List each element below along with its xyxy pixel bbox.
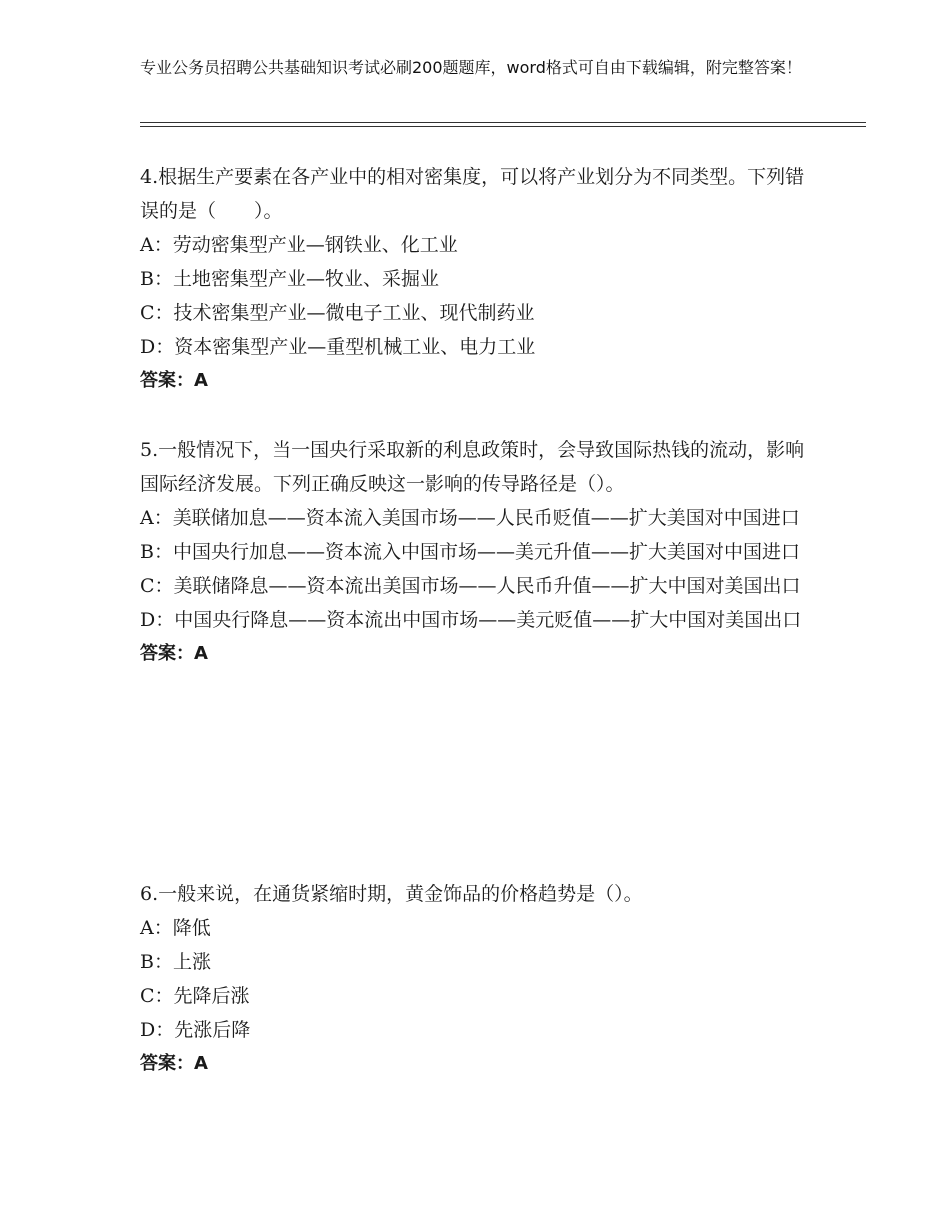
option-c: C：技术密集型产业—微电子工业、现代制药业 (140, 302, 535, 324)
option-d: D：先涨后降 (140, 1019, 251, 1041)
option-c: C：先降后涨 (140, 985, 250, 1007)
document-header (140, 56, 870, 79)
question-stem: 5.一般情况下，当一国央行采取新的利息政策时，会导致国际热钱的流动，影响国际经济发展。下列正确反映这一影响的传导路径是（）。 (140, 439, 805, 495)
header-text: 专业公务员招聘公共基础知识考试必刷200题题库，word格式可自由下载编辑，附完整答案！ (140, 58, 802, 77)
option-c: C：美联储降息——资本流出美国市场——人民币升值——扩大中国对美国出口 (140, 575, 801, 597)
answer-line: 答案：A (140, 1053, 208, 1074)
question-block (140, 160, 820, 398)
option-a: A：劳动密集型产业—钢铁业、化工业 (140, 234, 458, 256)
option-d: D：中国央行降息——资本流出中国市场——美元贬值——扩大中国对美国出口 (140, 609, 802, 631)
question-stem: 6.一般来说，在通货紧缩时期，黄金饰品的价格趋势是（）。 (140, 883, 643, 905)
option-a: A：美联储加息——资本流入美国市场——人民币贬值——扩大美国对中国进口 (140, 507, 800, 529)
question-block (140, 877, 820, 1081)
answer-line: 答案：A (140, 370, 208, 391)
header-divider-line (140, 122, 866, 123)
option-a: A：降低 (140, 917, 211, 939)
answer-line: 答案：A (140, 643, 208, 664)
question-stem: 4.根据生产要素在各产业中的相对密集度，可以将产业划分为不同类型。下列错误的是（ ）。 (140, 166, 805, 222)
question-block (140, 433, 820, 671)
option-b: B：中国央行加息——资本流入中国市场——美元升值——扩大美国对中国进口 (140, 541, 800, 563)
option-b: B：土地密集型产业—牧业、采掘业 (140, 268, 439, 290)
option-d: D：资本密集型产业—重型机械工业、电力工业 (140, 336, 536, 358)
header-divider-line (140, 126, 866, 127)
option-b: B：上涨 (140, 951, 211, 973)
